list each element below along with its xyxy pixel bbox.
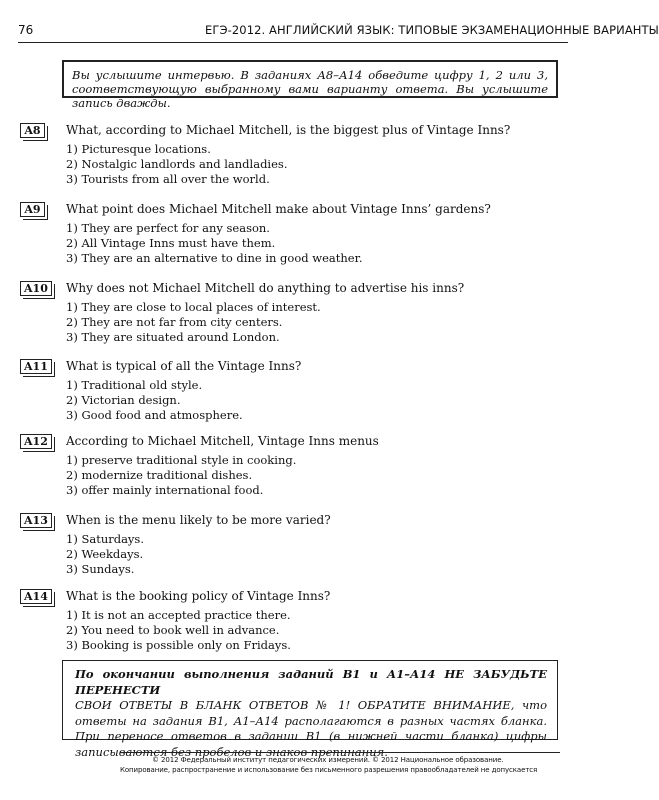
reminder-line-1: По окончании выполнения заданий В1 и А1–А14 НЕ ЗАБУДЬТЕ ПЕРЕНЕСТИ bbox=[75, 667, 547, 697]
question-label: A10 bbox=[20, 281, 52, 296]
answer-options bbox=[66, 453, 296, 498]
answer-option[interactable]: 3) They are an alternative to dine in good weather. bbox=[66, 251, 363, 265]
answer-option[interactable]: 1) They are perfect for any season. bbox=[66, 221, 270, 235]
footer-rule bbox=[120, 752, 560, 753]
answer-option[interactable]: 2) You need to book well in advance. bbox=[66, 623, 280, 637]
answer-option[interactable]: 3) Sundays. bbox=[66, 562, 135, 576]
answer-option[interactable]: 2) All Vintage Inns must have them. bbox=[66, 236, 276, 250]
answer-options bbox=[66, 221, 363, 266]
question-label: A13 bbox=[20, 513, 52, 528]
question-text: What is typical of all the Vintage Inns? bbox=[66, 359, 302, 373]
copying-notice: Копирование, распространение и использование без письменного разрешения правообладателей не допускается bbox=[120, 766, 538, 774]
question-text: Why does not Michael Mitchell do anything to advertise his inns? bbox=[66, 281, 465, 295]
copyright-line: © 2012 Федеральный институт педагогических измерений. © 2012 Национальное образование. bbox=[152, 756, 504, 764]
answer-option[interactable]: 2) Victorian design. bbox=[66, 393, 181, 407]
answer-options bbox=[66, 378, 243, 423]
instruction-box bbox=[62, 60, 558, 110]
question-text: When is the menu likely to be more varied? bbox=[66, 513, 331, 527]
question-text: According to Michael Mitchell, Vintage Inns menus bbox=[66, 434, 379, 448]
reminder-line-2: СВОИ ОТВЕТЫ В БЛАНК ОТВЕТОВ № 1! ОБРАТИТЕ ВНИМАНИЕ, что ответы на задания В1, А1–А14 располагаются в разных частях бланка. При переносе ответов в задании В1 (в нижней части бланка) цифры записываются без пробелов и знаков препинания. bbox=[75, 698, 547, 759]
instruction-text: Вы услышите интервью. В заданиях А8–А14 обведите цифру 1, 2 или 3, соответствующую выбранному вами варианту ответа. Вы услышите запись дважды. bbox=[72, 68, 548, 110]
answer-option[interactable]: 2) Nostalgic landlords and landladies. bbox=[66, 157, 288, 171]
question-label: A14 bbox=[20, 589, 52, 604]
answer-option[interactable]: 3) offer mainly international food. bbox=[66, 483, 264, 497]
answer-option[interactable]: 1) It is not an accepted practice there. bbox=[66, 608, 291, 622]
answer-options bbox=[66, 532, 144, 577]
answer-option[interactable]: 3) They are situated around London. bbox=[66, 330, 280, 344]
answer-option[interactable]: 3) Good food and atmosphere. bbox=[66, 408, 243, 422]
reminder-box bbox=[62, 660, 558, 759]
question-text: What is the booking policy of Vintage Inns? bbox=[66, 589, 331, 603]
question-label: A8 bbox=[20, 123, 45, 138]
answer-options bbox=[66, 142, 287, 187]
answer-option[interactable]: 2) Weekdays. bbox=[66, 547, 144, 561]
answer-options bbox=[66, 608, 291, 653]
question-label: A9 bbox=[20, 202, 45, 217]
question-text: What point does Michael Mitchell make about Vintage Inns’ gardens? bbox=[66, 202, 491, 216]
question-label: A12 bbox=[20, 434, 52, 449]
reminder-text bbox=[75, 667, 547, 760]
answer-option[interactable]: 3) Tourists from all over the world. bbox=[66, 172, 270, 186]
page-number: 76 bbox=[18, 23, 34, 37]
answer-option[interactable]: 1) Picturesque locations. bbox=[66, 142, 211, 156]
answer-option[interactable]: 1) They are close to local places of interest. bbox=[66, 300, 321, 314]
answer-option[interactable]: 2) modernize traditional dishes. bbox=[66, 468, 253, 482]
header-rule bbox=[18, 42, 568, 43]
answer-option[interactable]: 1) Traditional old style. bbox=[66, 378, 203, 392]
answer-options bbox=[66, 300, 321, 345]
question-label: A11 bbox=[20, 359, 52, 374]
answer-option[interactable]: 2) They are not far from city centers. bbox=[66, 315, 283, 329]
question-text: What, according to Michael Mitchell, is the biggest plus of Vintage Inns? bbox=[66, 123, 511, 137]
running-title: ЕГЭ-2012. АНГЛИЙСКИЙ ЯЗЫК: ТИПОВЫЕ ЭКЗАМЕНАЦИОННЫЕ ВАРИАНТЫ bbox=[205, 23, 659, 37]
answer-option[interactable]: 1) preserve traditional style in cooking. bbox=[66, 453, 297, 467]
answer-option[interactable]: 3) Booking is possible only on Fridays. bbox=[66, 638, 291, 652]
answer-option[interactable]: 1) Saturdays. bbox=[66, 532, 144, 546]
